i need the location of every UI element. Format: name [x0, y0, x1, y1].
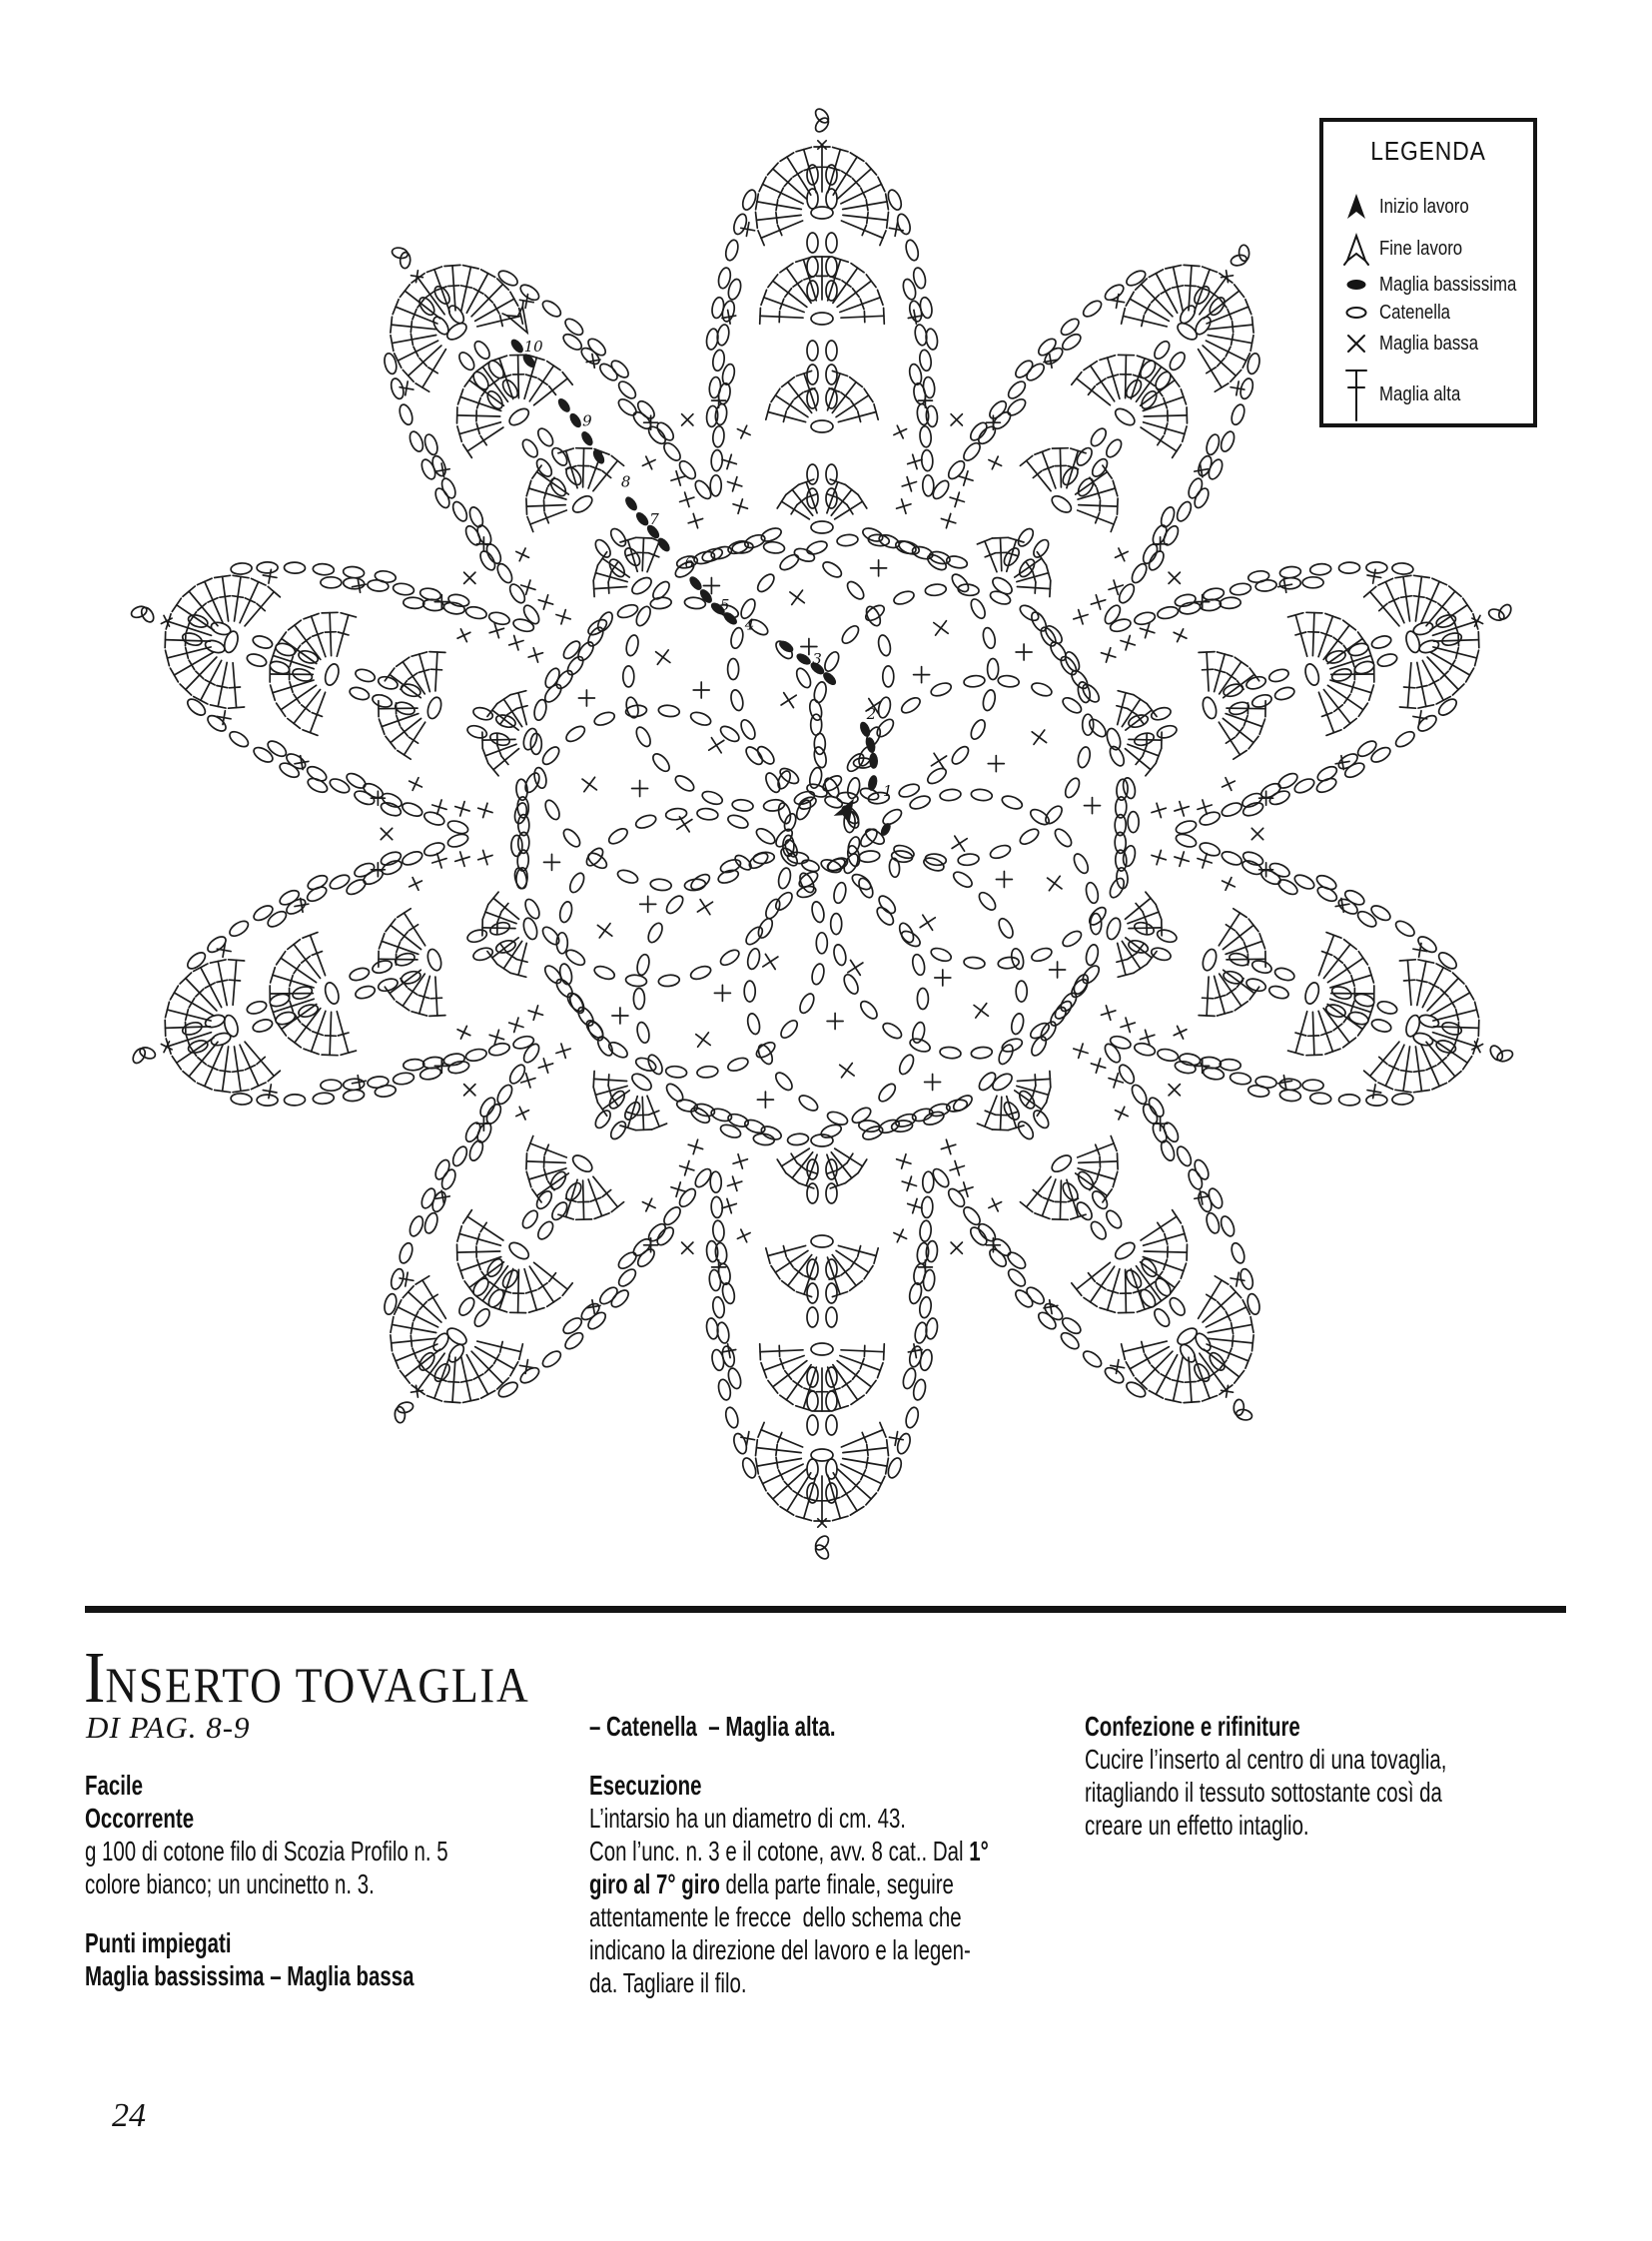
end-of-work-arrow-icon: [502, 302, 537, 339]
text-line: – Catenella – Maglia alta.: [589, 1711, 836, 1742]
legend-title: LEGENDA: [1370, 136, 1486, 166]
page-number: 24: [112, 2097, 146, 2134]
legend-item: [1333, 367, 1531, 422]
text-line: Cucire l’inserto al centro di una tovaglia,: [1085, 1744, 1447, 1775]
article-title: [84, 1636, 530, 1720]
legend-item-label: Maglia bassa: [1379, 332, 1479, 355]
text-line: colore bianco; un uncinetto n. 3.: [85, 1868, 375, 1899]
inizio-stitch-icon: [1333, 190, 1379, 224]
legend-item-label: Catenella: [1379, 301, 1451, 324]
legend-item-label: Inizio lavoro: [1379, 195, 1469, 218]
legend-item: [1333, 296, 1531, 330]
column-esecuzione: [589, 1710, 1137, 1999]
text-line: L’intarsio ha un diametro di cm. 43.: [589, 1803, 906, 1834]
fine-stitch-icon: [1333, 232, 1379, 266]
text-line: attentamente le frecce dello schema che: [589, 1901, 962, 1932]
legend-item-label: Maglia bassissima: [1379, 273, 1517, 296]
text-line: Esecuzione: [589, 1770, 702, 1801]
section-divider-rule: [85, 1606, 1566, 1613]
round-number-label: 9: [582, 411, 592, 430]
title-rest: NSERTO TOVAGLIA: [105, 1657, 530, 1713]
legend-item: [1333, 327, 1531, 361]
article-subtitle: DI PAG. 8-9: [86, 1710, 251, 1745]
legend-box: [1319, 118, 1537, 427]
text-line: giro al 7° giro della parte finale, seguire: [589, 1868, 954, 1899]
chain-stitch-icon: [1333, 296, 1379, 330]
round-number-label: 4: [744, 615, 755, 634]
legend-item-label: Maglia alta: [1379, 382, 1461, 405]
round-number-label: 8: [620, 472, 631, 491]
dc-stitch-icon: [1333, 367, 1379, 422]
text-line: da. Tagliare il filo.: [589, 1967, 747, 1998]
round-number-label: 1: [883, 782, 893, 801]
text-line: Punti impiegati: [85, 1927, 232, 1958]
stitch-layer: [130, 107, 1517, 1562]
legend-item: [1333, 190, 1531, 224]
round-number-label: 10: [523, 338, 543, 357]
text-line: indicano la direzione del lavoro e la legen-: [589, 1934, 971, 1965]
column-occorrente: [85, 1769, 582, 1992]
round-number-label: 5: [719, 596, 730, 615]
round-number-label: 3: [812, 650, 822, 668]
text-line: creare un effetto intaglio.: [1085, 1810, 1309, 1841]
text-line: Facile: [85, 1770, 143, 1801]
round-number-label: 7: [649, 510, 659, 529]
text-line: Maglia bassissima – Maglia bassa: [85, 1960, 414, 1991]
round-number-label: 2: [866, 705, 877, 723]
column-confezione: [1085, 1710, 1580, 1842]
title-initial: I: [84, 1637, 106, 1718]
text-line: Confezione e rifiniture: [1085, 1711, 1300, 1742]
text-line: Occorrente: [85, 1803, 195, 1834]
legend-item-label: Fine lavoro: [1379, 237, 1463, 260]
text-line: Con l’unc. n. 3 e il cotone, avv. 8 cat.. Dal 1°: [589, 1836, 989, 1867]
legend-item: [1333, 232, 1531, 266]
sc-stitch-icon: [1333, 327, 1379, 361]
round-number-label: 6: [684, 553, 695, 572]
text-line: ritagliando il tessuto sottostante così da: [1085, 1777, 1442, 1808]
text-line: g 100 di cotone filo di Scozia Profilo n. 5: [85, 1836, 448, 1867]
